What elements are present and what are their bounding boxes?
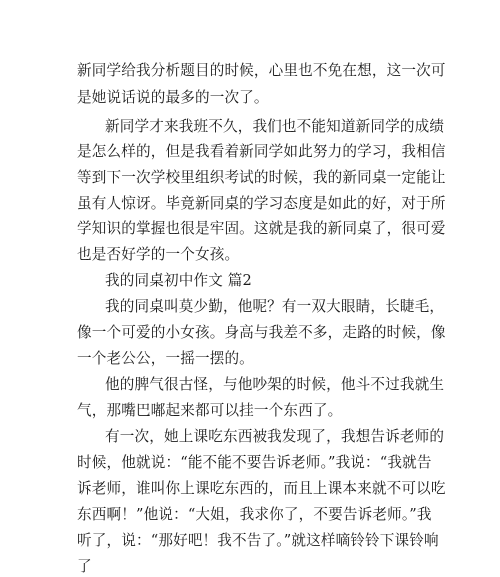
- paragraph-start-line: 我的同桌叫莫少勤，他呢？有一双大眼睛，长睫毛，: [105, 298, 445, 315]
- text-line: 新同学给我分析题目的时候，心里也不免在想，这一次可: [77, 62, 446, 79]
- section-heading: 我的同桌初中作文 篇2: [105, 272, 252, 289]
- text-line: 学知识的掌握也很是牢固。这就是我的新同桌了，很可爱: [77, 220, 446, 237]
- text-line: 一个老公公，一摇一摆的。: [77, 350, 254, 367]
- text-line: 等到下一次学校里组织考试的时候，我的新同桌一定能让: [77, 169, 446, 186]
- text-line: 东西啊！”他说：“大姐，我求你了，不要告诉老师。”我: [77, 506, 432, 523]
- text-line: 也是否好学的一个女孩。: [77, 246, 240, 263]
- paragraph-start-line: 他的脾气很古怪，与他吵架的时候，他斗不过我就生: [105, 376, 445, 393]
- text-line: 是怎么样的，但是我看着新同学如此努力的学习，我相信: [77, 143, 446, 160]
- text-line: 诉老师，谁叫你上课吃东西的，而且上课本来就不可以吃: [77, 480, 446, 497]
- text-line: 气，那嘴巴嘟起来都可以挂一个东西了。: [77, 402, 343, 419]
- text-line: 了: [77, 558, 92, 575]
- text-line: 时候，他就说：“能不能不要告诉老师。”我说：“我就告: [77, 454, 432, 471]
- paragraph-start-line: 有一次，她上课吃东西被我发现了，我想告诉老师的: [105, 428, 445, 445]
- text-line: 是她说话说的最多的一次了。: [77, 89, 269, 106]
- text-line: 虽有人惊讶。毕竟新同桌的学习态度是如此的好，对于所: [77, 195, 446, 212]
- text-line: 听了，说：“那好吧！我不告了。”就这样嘀铃铃下课铃响: [77, 532, 439, 549]
- text-line: 像一个可爱的小女孩。身高与我差不多，走路的时候，像: [77, 324, 446, 341]
- paragraph-start-line: 新同学才来我班不久，我们也不能知道新同学的成绩: [105, 118, 445, 135]
